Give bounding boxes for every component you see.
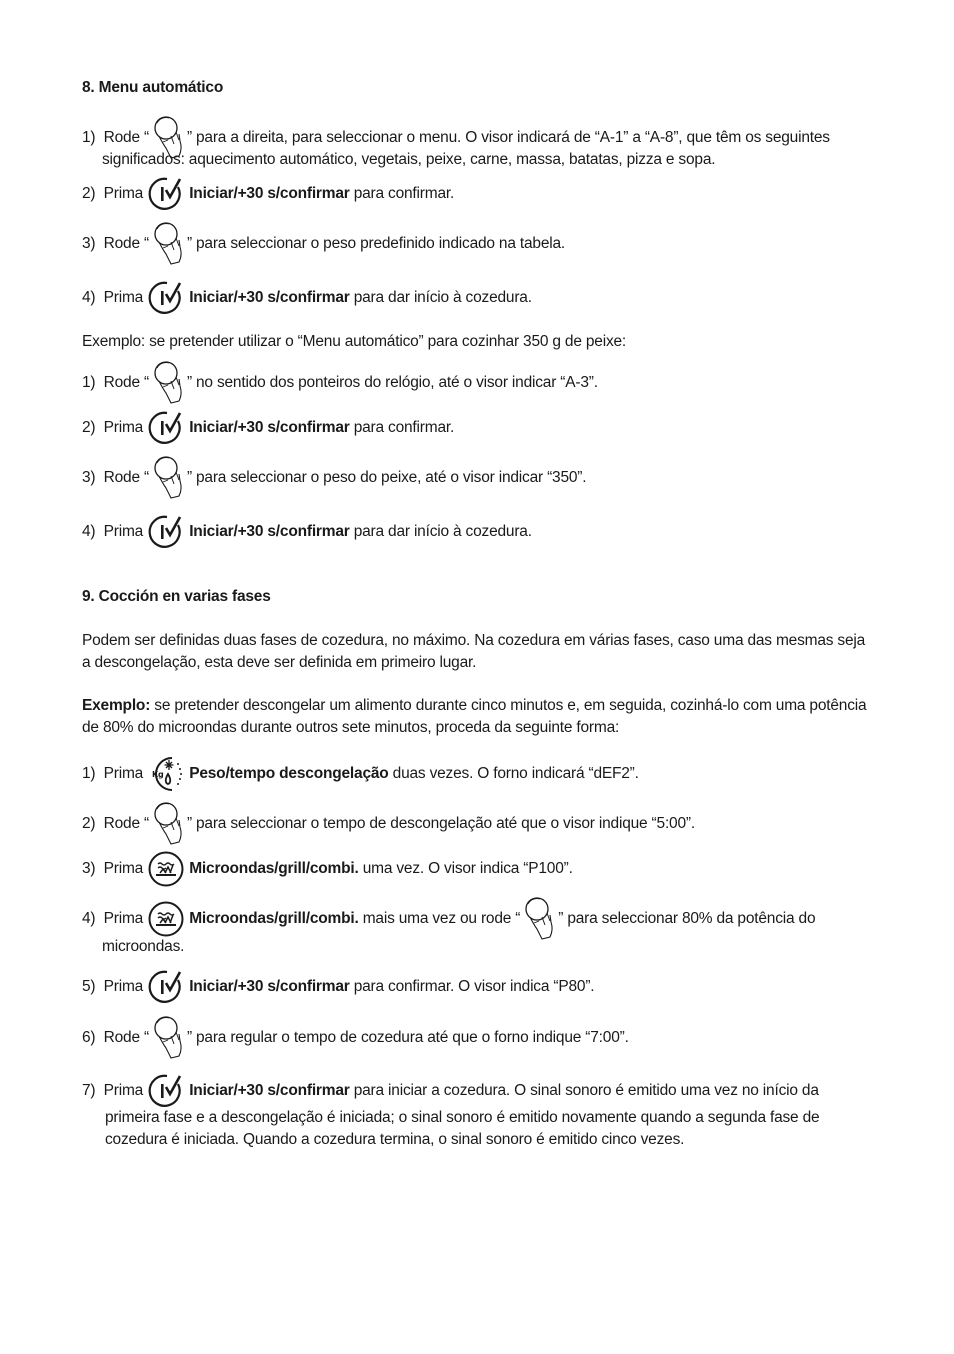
s9-para1-line2: a descongelação, esta deve ser definida em primeiro lugar. — [82, 654, 477, 671]
rotary-knob-hand-icon — [520, 909, 558, 929]
s9-step-6: 6) Rode “ ” para regular o tempo de cozedura até que o forno indique “7:00”. — [82, 1028, 629, 1048]
s8-example-intro: Exemplo: se pretender utilizar o “Menu automático” para cozinhar 350 g de peixe: — [82, 333, 627, 350]
start-confirm-icon — [147, 184, 185, 204]
rotary-knob-hand-icon — [149, 1028, 187, 1048]
s9-step-3: 3) Prima Microondas/grill/combi. uma vez. O visor indica “P100”. — [82, 859, 573, 879]
s8-step-1: 1) Rode “ ” para a direita, para seleccionar o menu. O visor indicará de “A-1” a “A-8”, que têm os seguintes — [82, 128, 830, 148]
s9-step-7: 7) Prima Iniciar/+30 s/confirmar para iniciar a cozedura. O sinal sonoro é emitido uma vez no início da — [82, 1081, 819, 1101]
s8-step-2: 2) Prima Iniciar/+30 s/confirmar para confirmar. — [82, 184, 454, 204]
section-9-heading: 9. Cocción en varias fases — [82, 588, 271, 605]
s8-step-3: 3) Rode “ ” para seleccionar o peso predefinido indicado na tabela. — [82, 234, 565, 254]
start-confirm-icon — [147, 288, 185, 308]
s9-step-7-cont-2: cozedura é iniciada. Quando a cozedura termina, o sinal sonoro é emitido cinco vezes. — [105, 1131, 685, 1148]
start-confirm-icon — [147, 522, 185, 542]
s9-step-4: 4) Prima Microondas/grill/combi. mais uma vez ou rode “ ” para seleccionar 80% da potência do — [82, 909, 815, 929]
s8-example-step-2: 2) Prima Iniciar/+30 s/confirmar para confirmar. — [82, 418, 454, 438]
s8-example-step-4: 4) Prima Iniciar/+30 s/confirmar para dar início à cozedura. — [82, 522, 532, 542]
s9-para1-line1: Podem ser definidas duas fases de cozedura, no máximo. Na cozedura em várias fases, caso uma das mesmas seja — [82, 632, 866, 649]
start-confirm-icon — [147, 977, 185, 997]
s9-para2-line2: de 80% do microondas durante outros sete minutos, proceda da seguinte forma: — [82, 719, 620, 736]
s9-step-7-cont-1: primeira fase e a descongelação é iniciada; o sinal sonoro é emitido novamente quando a segunda fase de — [105, 1109, 820, 1126]
rotary-knob-hand-icon — [149, 468, 187, 488]
s9-step-5: 5) Prima Iniciar/+30 s/confirmar para confirmar. O visor indica “P80”. — [82, 977, 594, 997]
start-confirm-icon — [147, 418, 185, 438]
s8-step-4: 4) Prima Iniciar/+30 s/confirmar para dar início à cozedura. — [82, 288, 532, 308]
rotary-knob-hand-icon — [149, 814, 187, 834]
s9-step-2: 2) Rode “ ” para seleccionar o tempo de descongelação até que o visor indique “5:00”. — [82, 814, 695, 834]
s9-step-4-cont: microondas. — [102, 938, 185, 955]
rotary-knob-hand-icon — [149, 128, 187, 148]
section-8-heading: 8. Menu automático — [82, 79, 224, 96]
microwave-grill-icon — [147, 909, 185, 929]
s8-example-step-1: 1) Rode “ ” no sentido dos ponteiros do relógio, até o visor indicar “A-3”. — [82, 373, 598, 393]
s9-para2-line1: Exemplo: se pretender descongelar um alimento durante cinco minutos e, em seguida, cozinhá-lo com uma potência — [82, 697, 867, 714]
microwave-grill-icon — [147, 859, 185, 879]
rotary-knob-hand-icon — [149, 234, 187, 254]
s8-step-1-cont: significados: aquecimento automático, vegetais, peixe, carne, massa, batatas, pizza e sopa. — [102, 151, 716, 168]
rotary-knob-hand-icon — [149, 373, 187, 393]
s8-example-step-3: 3) Rode “ ” para seleccionar o peso do peixe, até o visor indicar “350”. — [82, 468, 586, 488]
start-confirm-icon — [147, 1081, 185, 1101]
weight-defrost-icon — [147, 764, 185, 784]
s9-step-1: 1) Prima Peso/tempo descongelação duas vezes. O forno indicará “dEF2”. — [82, 764, 639, 784]
